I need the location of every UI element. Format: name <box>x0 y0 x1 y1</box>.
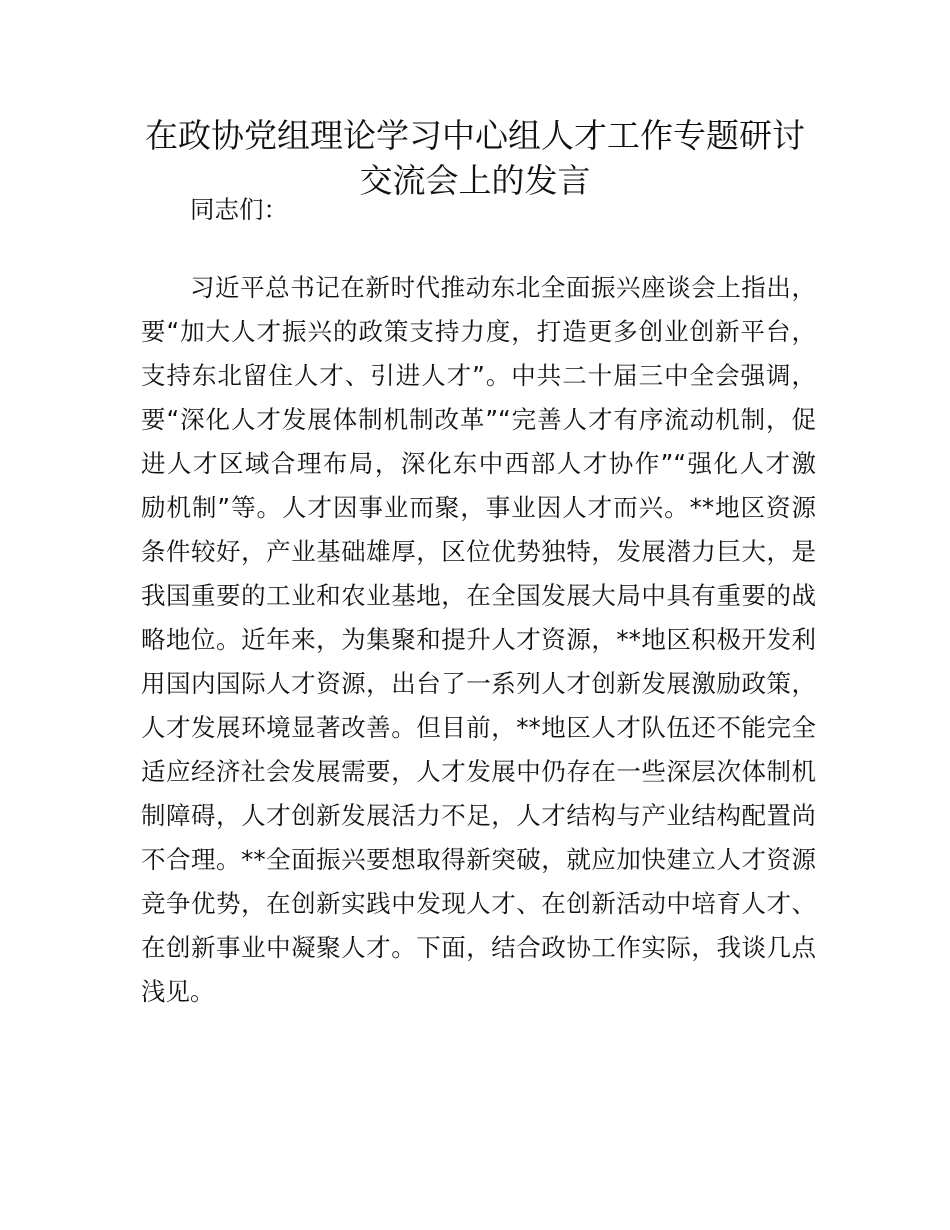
paragraph-line: 要“加大人才振兴的政策支持力度，打造更多创业创新平台， <box>141 317 816 346</box>
body-paragraph <box>141 266 816 1014</box>
paragraph-line: 在创新事业中凝聚人才。下面，结合政协工作实际，我谈几点 <box>141 933 816 962</box>
paragraph-line: 制障碍，人才创新发展活力不足，人才结构与产业结构配置尚 <box>141 801 816 830</box>
paragraph-line: 不合理。**全面振兴要想取得新突破，就应加快建立人才资源 <box>141 845 816 874</box>
paragraph-line: 用国内国际人才资源，出台了一系列人才创新发展激励政策， <box>141 669 816 698</box>
paragraph-line: 略地位。近年来，为集聚和提升人才资源，**地区积极开发利 <box>141 625 816 654</box>
paragraph-line: 我国重要的工业和农业基地，在全国发展大局中具有重要的战 <box>141 581 816 610</box>
paragraph-line: 支持东北留住人才、引进人才”。中共二十届三中全会强调， <box>141 361 816 390</box>
salutation: 同志们： <box>190 195 288 224</box>
paragraph-line: 条件较好，产业基础雄厚，区位优势独特，发展潜力巨大，是 <box>141 537 816 566</box>
paragraph-line: 竞争优势，在创新实践中发现人才、在创新活动中培育人才、 <box>141 889 816 918</box>
paragraph-line: 浅见。 <box>141 977 215 1006</box>
paragraph-line: 进人才区域合理布局，深化东中西部人才协作”“强化人才激 <box>141 449 816 478</box>
paragraph-line: 适应经济社会发展需要，人才发展中仍存在一些深层次体制机 <box>141 757 816 786</box>
paragraph-line: 人才发展环境显著改善。但目前，**地区人才队伍还不能完全 <box>141 713 816 742</box>
paragraph-line: 要“深化人才发展体制机制改革”“完善人才有序流动机制，促 <box>141 405 816 434</box>
paragraph-line: 励机制”等。人才因事业而聚，事业因人才而兴。**地区资源 <box>141 493 816 522</box>
document-title-line-1: 在政协党组理论学习中心组人才工作专题研讨 <box>145 116 805 155</box>
paragraph-line: 习近平总书记在新时代推动东北全面振兴座谈会上指出， <box>190 273 816 302</box>
document-title-line-2: 交流会上的发言 <box>359 161 591 200</box>
